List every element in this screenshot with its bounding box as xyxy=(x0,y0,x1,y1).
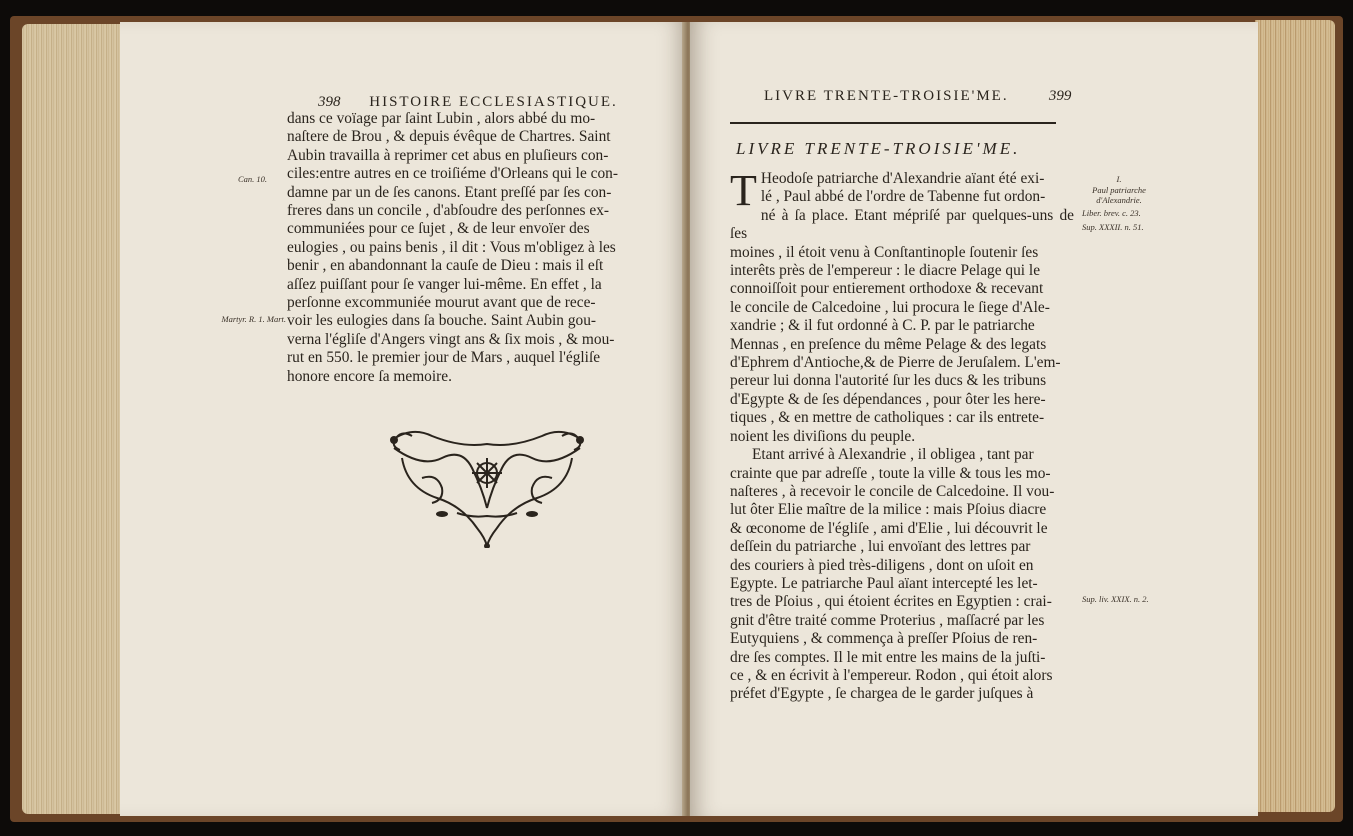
text-line: dans ce voïage par ſaint Lubin , alors abbé du mo- xyxy=(287,110,596,127)
margin-note-liber: Liber. brev. c. 23. xyxy=(1082,208,1141,218)
left-body-text xyxy=(287,110,655,386)
text-line: Etant arrivé à Alexandrie , il obligea , tant par xyxy=(752,446,1034,464)
left-running-head xyxy=(318,94,618,111)
text-line: Mennas , en preſence du même Pelage & des legats xyxy=(730,335,1047,353)
margin-note-paul: Paul patriarche d'Alexandrie. xyxy=(1092,185,1146,205)
left-running-title: HISTOIRE ECCLESIASTIQUE. xyxy=(369,94,618,110)
text-line: des couriers à pied très-diligens , dont on uſoit en xyxy=(730,556,1034,574)
text-line: xandrie ; & il fut ordonné à C. P. par le patriarche xyxy=(730,317,1035,335)
right-page xyxy=(690,22,1258,816)
text-line: rut en 550. le premier jour de Mars , auquel l'égliſe xyxy=(287,349,601,367)
text-line: interêts près de l'empereur : le diacre Pelage qui le xyxy=(730,262,1041,280)
drop-cap: T xyxy=(730,166,757,215)
text-line: ce , & en écrivit à l'empereur. Rodon , qui étoit alors xyxy=(730,666,1053,684)
text-line: perſonne excommuniée mourut avant que de rece- xyxy=(287,294,596,312)
text-line: lé , Paul abbé de l'ordre de Tabenne fut ordon- xyxy=(760,188,1046,206)
text-line: aſſez puiſſant pour ſe vanger lui-même. En effet , la xyxy=(287,275,602,293)
text-line: crainte que par adreſſe , toute la ville & tous les mo- xyxy=(730,464,1051,482)
text-line: ciles:entre autres en ce troiſiéme d'Orleans qui le con- xyxy=(287,165,618,183)
left-page xyxy=(120,22,686,816)
right-body-text xyxy=(730,166,1074,704)
text-line: naſteres , à recevoir le concile de Calcedoine. Il vou- xyxy=(730,482,1055,500)
text-line: noient les diviſions du peuple. xyxy=(730,427,916,445)
page-edges-right xyxy=(1255,20,1335,812)
text-line: d'Egypte & de ſes dépendances , pour ôter les here- xyxy=(730,390,1046,408)
right-running-head xyxy=(764,88,1071,105)
text-line: gnit d'être traité comme Proterius , maſſacré par les xyxy=(730,611,1045,629)
text-line: voir les eulogies dans ſa bouche. Saint Aubin gou- xyxy=(287,312,597,330)
text-line: préfet d'Egypte , ſe chargea de le garder juſques à xyxy=(730,685,1034,703)
left-page-number: 398 xyxy=(318,94,341,110)
text-line: damne par un de ſes canons. Etant preſſé par ſes con- xyxy=(287,183,612,201)
text-line: Eutyquiens , & commença à preſſer Pſoius de ren- xyxy=(730,630,1038,648)
margin-note-can: Can. 10. xyxy=(238,174,268,184)
text-line: tiques , & en mettre de catholiques : car ils entrete- xyxy=(730,409,1045,427)
margin-note-section: I. xyxy=(1116,174,1122,184)
text-line: naſtere de Brou , & depuis évêque de Chartres. Saint xyxy=(287,128,611,146)
text-line: moines , il étoit venu à Conſtantinople ſoutenir ſes xyxy=(730,243,1039,261)
text-line: benir , en abandonnant la cauſe de Dieu : mais il eſt xyxy=(287,257,604,275)
header-rule xyxy=(730,122,1056,124)
text-line: lut ôter Elie maître de la milice : mais Pſoius diacre xyxy=(730,501,1047,519)
page-edges-left xyxy=(22,24,132,814)
text-line: tres de Pſoius , qui étoient écrites en Egyptien : crai- xyxy=(730,593,1052,611)
margin-note-sup-xxxii: Sup. XXXII. n. 51. xyxy=(1082,222,1144,232)
text-line: connoiſſoit pour entierement orthodoxe & recevant xyxy=(730,280,1044,298)
paragraph-1 xyxy=(730,166,1074,446)
text-line: deſſein du patriarche , lui envoïant des lettres par xyxy=(730,538,1031,556)
text-line: communiées pour ce ſujet , & de leur envoïer des xyxy=(287,220,590,238)
right-running-title: LIVRE TRENTE-TROISIE'ME. xyxy=(764,88,1009,104)
ornament-tailpiece xyxy=(382,418,592,548)
margin-note-martyr: Martyr. R. 1. Mart. xyxy=(221,314,286,324)
text-line: né à ſa place. Etant mépriſé par quelques-uns de ſes xyxy=(730,206,1074,243)
text-line: d'Ephrem d'Antioche,& de Pierre de Jeruſalem. L'em- xyxy=(730,354,1061,372)
text-line: eulogies , ou pains benis , il dit : Vous m'obligez à les xyxy=(287,238,616,256)
text-line: le concile de Calcedoine , lui procura le ſiege d'Ale- xyxy=(730,298,1050,316)
text-line: freres dans un concile , d'abſoudre des perſonnes ex- xyxy=(287,202,610,220)
text-line: pereur lui donna l'autorité ſur les ducs & les tribuns xyxy=(730,372,1047,390)
paragraph-2 xyxy=(730,446,1074,704)
text-line: honore encore ſa memoire. xyxy=(287,367,452,385)
text-line: Heodoſe patriarche d'Alexandrie aïant été exi- xyxy=(760,170,1045,187)
text-line: verna l'égliſe d'Angers vingt ans & ſix mois , & mou- xyxy=(287,330,615,348)
right-page-number: 399 xyxy=(1048,88,1072,104)
text-line: Egypte. Le patriarche Paul aïant intercepté les let- xyxy=(730,574,1038,592)
text-line: dre ſes comptes. Il le mit entre les mains de la juſti- xyxy=(730,648,1046,666)
text-line: Aubin travailla à reprimer cet abus en pluſieurs con- xyxy=(287,146,609,164)
text-line: & œconome de l'égliſe , ami d'Elie , lui découvrit le xyxy=(730,519,1048,537)
margin-note-sup-xxix: Sup. liv. XXIX. n. 2. xyxy=(1082,594,1149,604)
chapter-title: LIVRE TRENTE-TROISIE'ME. xyxy=(736,139,1021,158)
